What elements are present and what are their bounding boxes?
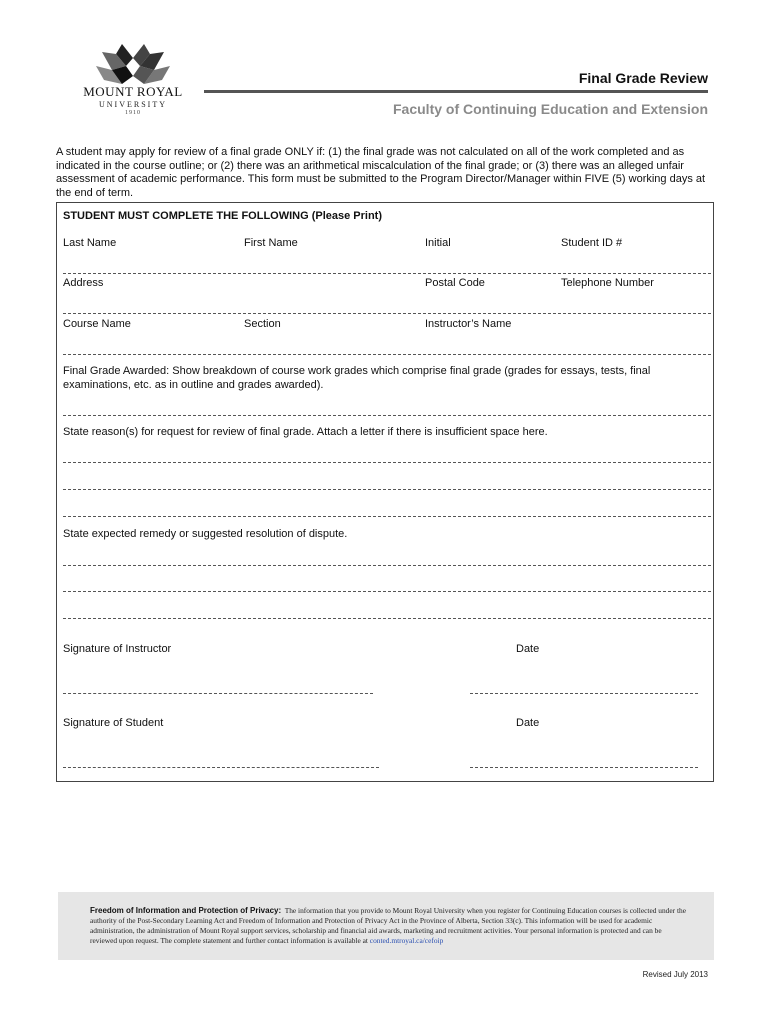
reasons-label: State reason(s) for request for review of final grade. Attach a letter if there is insufficient space here. [63, 426, 548, 438]
initial-label: Initial [425, 237, 451, 249]
section-label: Section [244, 318, 281, 330]
mountain-leaf-logo-icon [96, 44, 170, 86]
logo-subtitle: UNIVERSITY [99, 100, 167, 109]
reasons-line-2[interactable] [63, 489, 711, 490]
university-logo [78, 44, 188, 120]
instructor-signature-label: Signature of Instructor [63, 643, 172, 655]
student-date-label: Date [516, 717, 540, 729]
last-name-label: Last Name [63, 237, 117, 249]
instructor-date-label: Date [516, 643, 540, 655]
final-grade-input-line[interactable] [63, 415, 711, 416]
privacy-notice-body: The information that you provide to Mount Royal University when you register for Continuing Education courses is collected under the authority of the Post-Secondary Learning Act and Freedom of Information and Protection of Privacy Act in the Province of Alberta, Section 33(c). This information will be used for academic administration, the administration of Mount Royal support services, scholarship and financial aid awards, marketing and recruitment activities. Your personal information is protected and can be reviewed upon request. The complete statement and further contact information is available at [90, 906, 686, 945]
reasons-line-1[interactable] [63, 462, 711, 463]
privacy-link[interactable]: conted.mtroyal.ca/cefoip [369, 936, 444, 945]
instructor-name-label: Instructor’s Name [425, 318, 512, 330]
logo-name: MOUNT ROYAL [83, 84, 183, 99]
student-signature-label: Signature of Student [63, 717, 164, 729]
page-title: Final Grade Review [578, 70, 708, 86]
reasons-line-3[interactable] [63, 516, 711, 517]
privacy-notice-text [90, 906, 690, 946]
remedy-line-2[interactable] [63, 591, 711, 592]
logo-year: 1910 [125, 110, 141, 116]
student-date-line[interactable] [470, 767, 698, 768]
instructor-date-line[interactable] [470, 693, 698, 694]
revision-date: Revised July 2013 [642, 970, 708, 979]
course-input-line[interactable] [63, 354, 711, 355]
address-label: Address [63, 277, 104, 289]
instructor-signature-line[interactable] [63, 693, 373, 694]
form-heading: STUDENT MUST COMPLETE THE FOLLOWING (Please Print) [63, 210, 383, 222]
intro-paragraph: A student may apply for review of a final grade ONLY if: (1) the final grade was not calculated on all of the work completed and as indicated in the course outline; or (2) there was an arithmetical miscalculation of the final grade; or (3) there was an alleged unfair assessment of academic performance. This form must be submitted to the Program Director/Manager within FIVE (5) working days at the end of term. [56, 146, 706, 199]
student-signature-line[interactable] [63, 767, 379, 768]
name-input-line[interactable] [63, 273, 711, 274]
privacy-notice [58, 892, 714, 960]
postal-code-label: Postal Code [425, 277, 485, 289]
telephone-label: Telephone Number [561, 277, 654, 289]
student-id-label: Student ID # [561, 237, 623, 249]
first-name-label: First Name [244, 237, 298, 249]
privacy-notice-title: Freedom of Information and Protection of Privacy: [90, 906, 282, 915]
title-rule [204, 90, 708, 93]
course-name-label: Course Name [63, 318, 131, 330]
address-input-line[interactable] [63, 313, 711, 314]
remedy-line-1[interactable] [63, 565, 711, 566]
final-grade-instructions: Final Grade Awarded: Show breakdown of course work grades which comprise final grade (grades for essays, tests, final examinations, etc. as in outline and grades awarded). [63, 365, 651, 391]
remedy-label: State expected remedy or suggested resolution of dispute. [63, 528, 348, 540]
remedy-line-3[interactable] [63, 618, 711, 619]
page-subtitle: Faculty of Continuing Education and Extension [393, 101, 708, 117]
student-form [56, 202, 714, 782]
